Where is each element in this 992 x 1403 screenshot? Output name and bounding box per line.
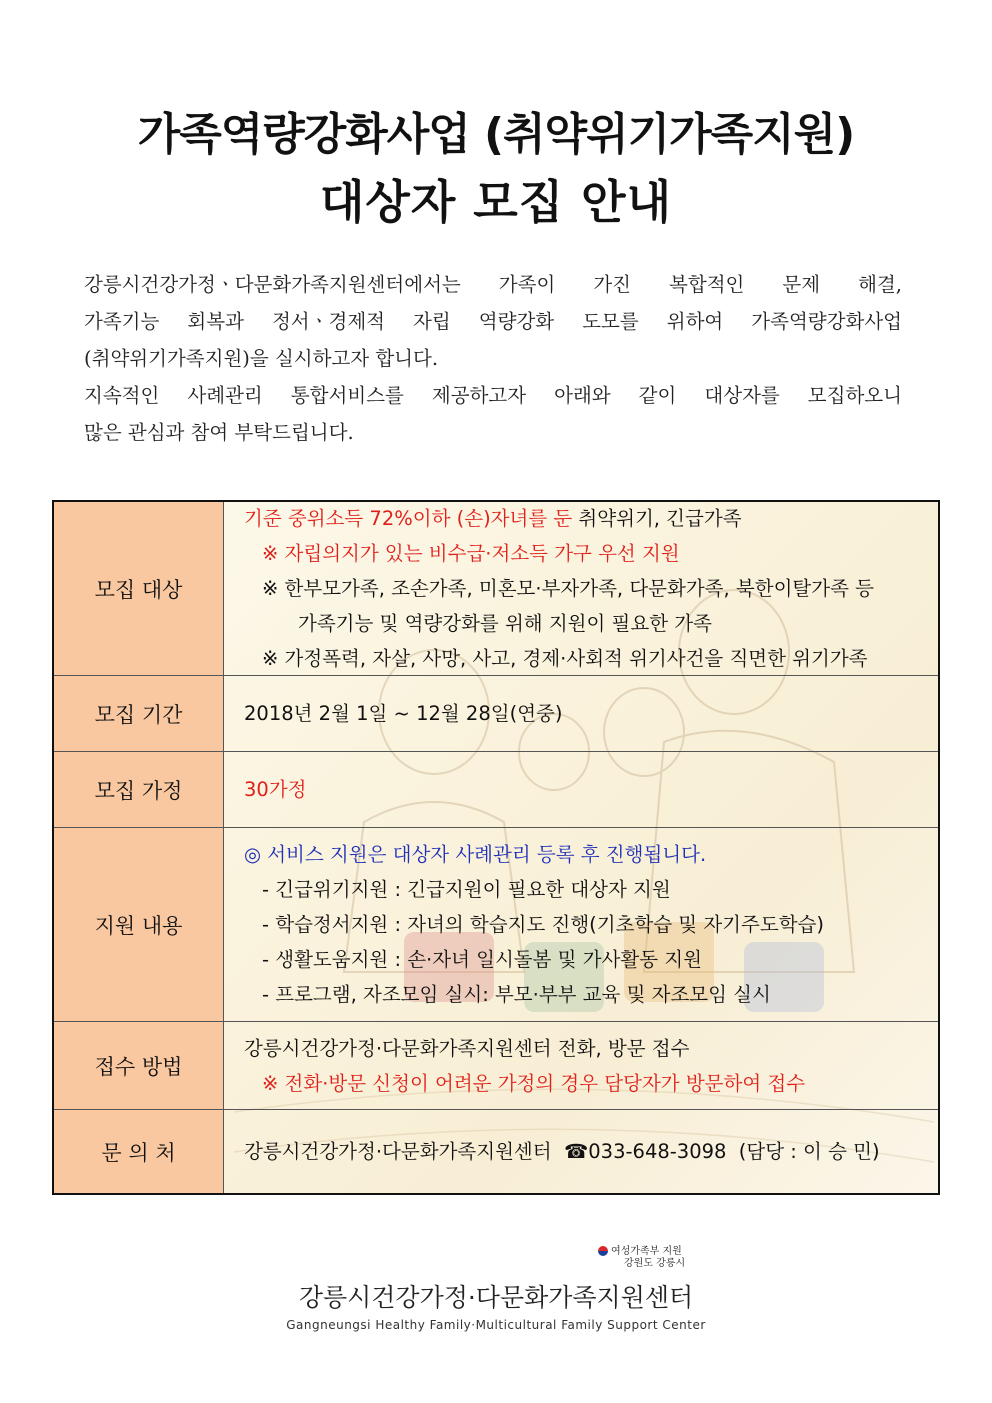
target-crisis-note: ※ 가정폭력, 자살, 사망, 사고, 경제·사회적 위기사건을 직면한 위기가족 <box>262 647 868 670</box>
row-period <box>54 676 938 752</box>
row-content <box>244 752 930 827</box>
row-households <box>54 752 938 828</box>
support-item: - 프로그램, 자조모임 실시: 부모·부부 교육 및 자조모임 실시 <box>262 983 771 1006</box>
intro-line: (취약위기가족지원)을 실시하고자 합니다. <box>84 347 439 370</box>
row-header: 모집 가정 <box>54 752 224 827</box>
intro-paragraph <box>84 266 902 451</box>
support-item: - 긴급위기지원 : 긴급지원이 필요한 대상자 지원 <box>262 878 671 901</box>
intro-line: 가족기능 회복과 정서ㆍ경제적 자립 역량강화 도모를 위하여 가족역량강화사업 <box>84 310 902 333</box>
households-value: 30가정 <box>244 778 307 801</box>
row-content <box>244 502 930 675</box>
logo-line2: 강원도 강릉시 <box>624 1258 686 1269</box>
row-header: 모집 기간 <box>54 676 224 751</box>
row-target <box>54 502 938 676</box>
logo-line1: 여성가족부 지원 <box>611 1246 682 1257</box>
contact-value: 강릉시건강가정·다문화가족지원센터 ☎033-648-3098 (담당 : 이 승 민) <box>244 1140 880 1163</box>
ministry-logo <box>598 1246 685 1270</box>
row-apply <box>54 1022 938 1110</box>
target-priority-note: ※ 자립의지가 있는 비수급·저소득 가구 우선 지원 <box>262 542 680 565</box>
intro-line: 지속적인 사례관리 통합서비스를 제공하고자 아래와 같이 대상자를 모집하오니 <box>84 384 902 407</box>
target-family-types-cont: 가족기능 및 역량강화를 위해 지원이 필요한 가족 <box>298 612 712 635</box>
target-line1 <box>244 501 930 536</box>
row-content <box>244 828 930 1021</box>
row-header: 지원 내용 <box>54 828 224 1021</box>
period-value: 2018년 2월 1일 ~ 12월 28일(연중) <box>244 702 563 725</box>
row-header: 접수 방법 <box>54 1022 224 1109</box>
row-content <box>244 1110 930 1193</box>
support-item: - 생활도움지원 : 손·자녀 일시돌봄 및 가사활동 지원 <box>262 948 702 971</box>
target-family-types: ※ 한부모가족, 조손가족, 미혼모·부자가족, 다문화가족, 북한이탈가족 등 <box>262 577 874 600</box>
target-family-text: 취약위기, 긴급가족 <box>572 507 742 530</box>
support-headline: ◎ 서비스 지원은 대상자 사례관리 등록 후 진행됩니다. <box>244 843 707 866</box>
target-income-text: 기준 중위소득 72%이하 (손)자녀를 둔 <box>244 507 573 530</box>
footer-org-name: 강릉시건강가정·다문화가족지원센터 <box>298 1283 694 1312</box>
intro-line: 강릉시건강가정ㆍ다문화가족지원센터에서는 가족이 가진 복합적인 문제 해결, <box>84 273 902 296</box>
row-content <box>244 1022 930 1109</box>
apply-method: 강릉시건강가정·다문화가족지원센터 전화, 방문 접수 <box>244 1036 690 1060</box>
government-emblem-icon <box>598 1246 608 1256</box>
row-content <box>244 676 930 751</box>
page-title-line1: 가족역량강화사업 (취약위기가족지원) <box>137 109 855 160</box>
footer-org-name-en: Gangneungsi Healthy Family·Multicultural Family Support Center <box>286 1318 706 1332</box>
row-header: 모집 대상 <box>54 502 224 675</box>
row-header: 문 의 처 <box>54 1110 224 1193</box>
intro-line: 많은 관심과 참여 부탁드립니다. <box>84 421 354 444</box>
apply-visit-note: ※ 전화·방문 신청이 어려운 가정의 경우 담당자가 방문하여 접수 <box>262 1071 806 1095</box>
page-title-line2: 대상자 모집 안내 <box>319 175 673 229</box>
row-contact <box>54 1110 938 1193</box>
row-support <box>54 828 938 1022</box>
recruitment-table <box>52 500 940 1195</box>
support-item: - 학습정서지원 : 자녀의 학습지도 진행(기초학습 및 자기주도학습) <box>262 913 824 936</box>
